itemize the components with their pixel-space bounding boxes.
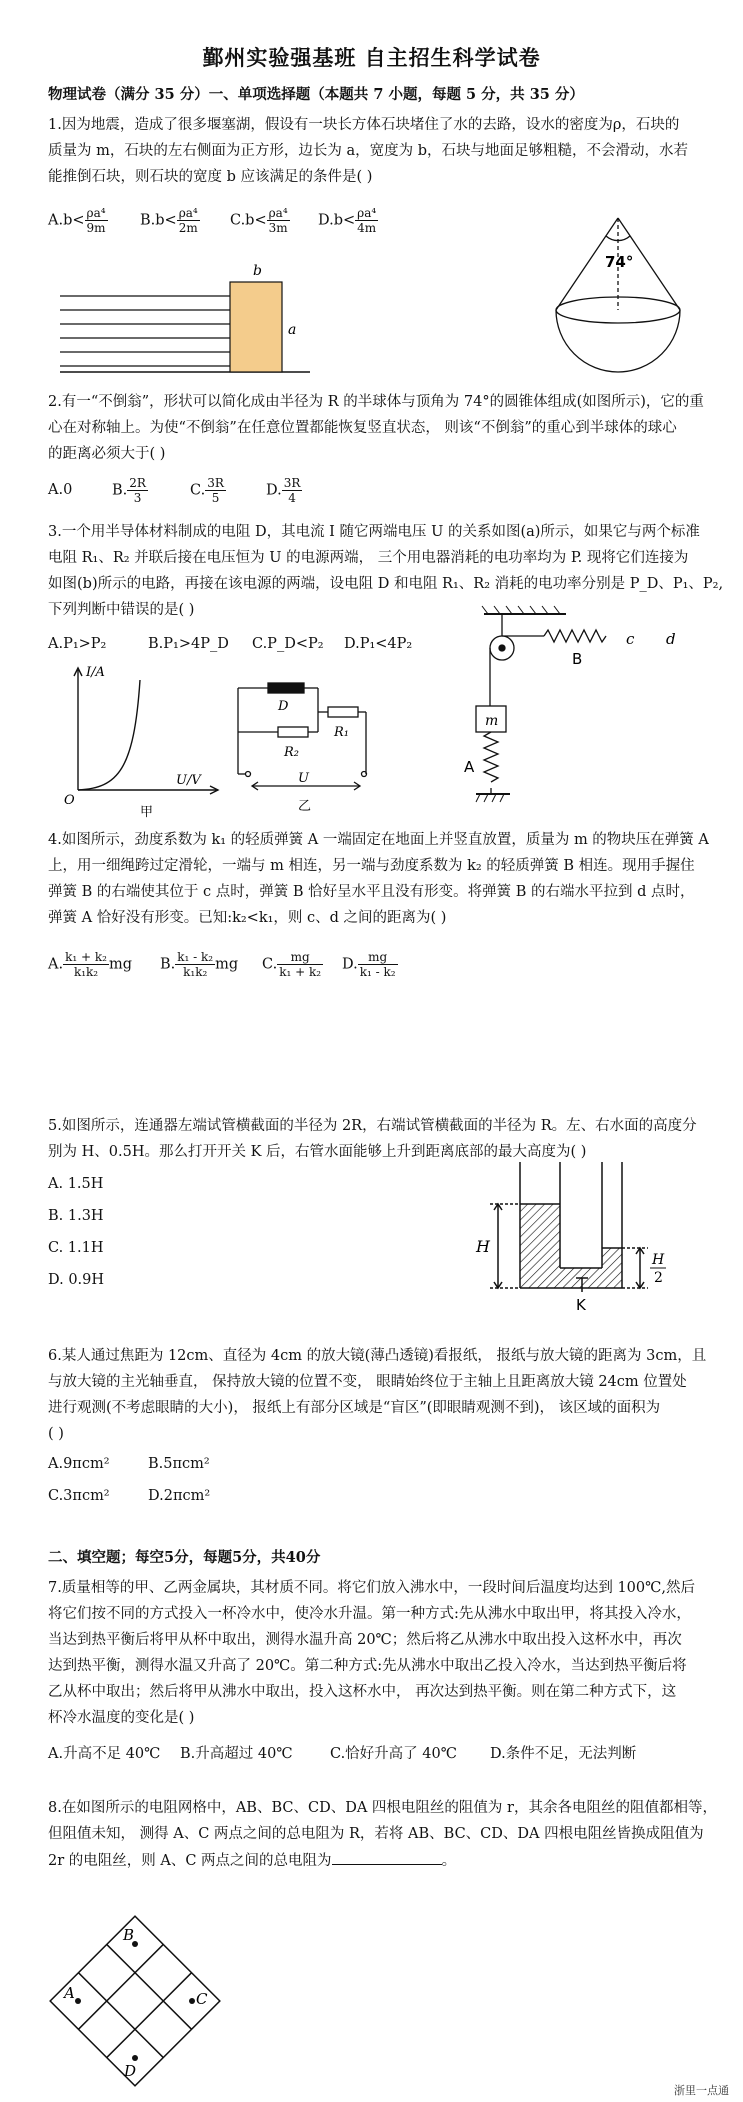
- mass-label: m: [485, 713, 499, 729]
- node-c: [189, 1998, 195, 2004]
- q3-option-b[interactable]: B.P₁>4P_D: [148, 636, 229, 652]
- q3-line: 下列判断中错误的是( ): [48, 602, 195, 618]
- q6-line: 6.某人通过焦距为 12cm、直径为 4cm 的放大镜(薄凸透镜)看报纸， 报纸与放大镜的距离为 3cm，且: [48, 1348, 707, 1364]
- q4-line: 上，用一细绳跨过定滑轮，一端与 m 相连，另一端与劲度系数为 k₂ 的轻质弹簧 B 相连。现用手握住: [48, 858, 695, 874]
- q2-option-a[interactable]: A.0: [48, 482, 73, 498]
- q4-option-c[interactable]: C. $\frac{mg}{\text{k₁ + k₂}}$: [262, 950, 322, 979]
- q1-line: 能推倒石块，则石块的宽度 b 应该满足的条件是( ): [48, 169, 373, 185]
- q6-line: 进行观测(不考虑眼睛的大小)， 报纸上有部分区域是“盲区”(即眼睛观测不到)， 该区域的面积为: [48, 1400, 661, 1416]
- q2-option-d[interactable]: D. $\frac{3R}{4}$: [266, 476, 301, 505]
- q3-option-d[interactable]: D.P₁<4P₂: [344, 636, 413, 652]
- section2-heading: 二、填空题；每空5分，每题5分，共40分: [48, 1549, 321, 1566]
- label-u: U: [298, 771, 309, 786]
- q7-option-a[interactable]: A.升高不足 40℃: [48, 1746, 161, 1762]
- label-a: A: [64, 1984, 75, 2002]
- q4-option-d[interactable]: D. $\frac{mg}{\text{k₁ - k₂}}$: [342, 950, 396, 979]
- q7-line: 将它们按不同的方式投入一杯冷水中，使冷水升温。第一种方式:先从沸水中取出甲，将其投入冷水，: [48, 1606, 691, 1622]
- label-d: D: [124, 2062, 137, 2080]
- q2-option-b[interactable]: B. $\frac{2R}{3}$: [112, 476, 146, 505]
- q7-line: 杯冷水温度的变化是( ): [48, 1710, 195, 1726]
- label-b: B: [123, 1926, 135, 1944]
- figure-b-caption: 乙: [298, 799, 312, 814]
- q6-option-a[interactable]: A.9πcm²: [48, 1456, 110, 1472]
- watermark: 浙里一点通: [674, 2084, 729, 2097]
- x-axis-label: U/V: [176, 773, 201, 788]
- tumbler-figure: [548, 210, 688, 385]
- spring-a-label: A: [464, 758, 475, 776]
- section1-heading: 物理试卷（满分 35 分）一、单项选择题（本题共 7 小题，每题 5 分，共 35 分）: [48, 86, 584, 103]
- q4-option-a[interactable]: A. $\frac{\text{k₁ + k₂}}{\text{k₁k₂}}$ mg: [48, 950, 132, 979]
- q1-line: 1.因为地震，造成了很多堰塞湖，假设有一块长方体石块堵住了水的去路，设水的密度为ρ，石块的: [48, 117, 680, 133]
- resistor-d: [268, 683, 304, 693]
- q4-option-b[interactable]: B. $\frac{\text{k₁ - k₂}}{\text{k₁k₂}}$ mg: [160, 950, 239, 979]
- iu-curve: [78, 680, 140, 790]
- circuit-figure: [228, 676, 368, 826]
- spring-a: [484, 732, 498, 782]
- q8-line: 2r 的电阻丝，则 A、C 两点之间的总电阻为 。: [48, 1850, 456, 1871]
- label-h: H: [476, 1237, 490, 1256]
- q4-line: 4.如图所示，劲度系数为 k₁ 的轻质弹簧 A 一端固定在地面上并竖直放置，质量为 m 的物块压在弹簧 A: [48, 832, 709, 848]
- q6-line: 与放大镜的主光轴垂直， 保持放大镜的位置不变， 眼睛始终位于主轴上且距离放大镜 24cm 位置处: [48, 1374, 687, 1390]
- q1-option-a[interactable]: A.b< $\frac{\text{ρa⁴}}{9m}$: [48, 206, 106, 235]
- q5-option-d[interactable]: D. 0.9H: [48, 1272, 105, 1288]
- rock-height-label: a: [288, 322, 297, 338]
- q3-line: 3.一个用半导体材料制成的电阻 D，其电流 I 随它两端电压 U 的关系如图(a)所示，如果它与两个标准: [48, 524, 700, 540]
- q2-line: 心在对称轴上。为使“不倒翁”在任意位置都能恢复竖直状态， 则该“不倒翁”的重心到半球体的球心: [48, 420, 677, 436]
- spring-b: [544, 630, 606, 642]
- point-c-label: c: [626, 630, 635, 648]
- rock-block: [230, 282, 282, 372]
- y-axis-label: I/A: [86, 665, 105, 680]
- cone-angle-label: 74°: [605, 253, 634, 271]
- q7-option-b[interactable]: B.升高超过 40℃: [180, 1746, 293, 1762]
- q3-option-c[interactable]: C.P_D<P₂: [252, 636, 324, 652]
- q7-line: 乙从杯中取出；然后将甲从沸水中取出，投入这杯水中， 再次达到热平衡。则在第二种方式下，这: [48, 1684, 677, 1700]
- q5-line: 别为 H、0.5H。那么打开开关 K 后，右管水面能够上升到距离底部的最大高度为( ): [48, 1144, 587, 1160]
- point-d-label: d: [666, 630, 676, 648]
- label-c: C: [196, 1990, 208, 2008]
- q1-option-b[interactable]: B.b< $\frac{\text{ρa⁴}}{2m}$: [140, 206, 198, 235]
- label-k: K: [576, 1296, 586, 1314]
- resistor-r2: [278, 727, 308, 737]
- q7-line: 当达到热平衡后将甲从杯中取出，测得水温升高 20℃；然后将乙从沸水中取出投入这杯水中，再次: [48, 1632, 682, 1648]
- label-r2: R₂: [284, 745, 299, 760]
- q2-line: 2.有一“不倒翁”，形状可以简化成由半径为 R 的半球体与顶角为 74°的圆锥体组成(如图所示)，它的重: [48, 394, 704, 410]
- q5-option-b[interactable]: B. 1.3H: [48, 1208, 104, 1224]
- q1-option-c[interactable]: C.b< $\frac{\text{ρa⁴}}{3m}$: [230, 206, 288, 235]
- q5-option-a[interactable]: A. 1.5H: [48, 1176, 104, 1192]
- resistor-r1: [328, 707, 358, 717]
- q7-line: 7.质量相等的甲、乙两金属块，其材质不同。将它们放入沸水中，一段时间后温度均达到 100℃,然后: [48, 1580, 695, 1596]
- iu-graph-figure: [58, 660, 228, 820]
- label-half-num: H: [652, 1252, 665, 1268]
- q3-line: 如图(b)所示的电路，再接在该电源的两端，设电阻 D 和电阻 R₁、R₂ 消耗的电功率分别是 P_D、P₁、P₂,: [48, 576, 724, 592]
- connected-vessel-figure: [476, 1162, 676, 1322]
- origin-label: O: [64, 793, 75, 808]
- q1-line: 质量为 m，石块的左右侧面为正方形，边长为 a，宽度为 b，石块与地面足够粗糙，不会滑动，水若: [48, 143, 688, 159]
- answer-blank[interactable]: [332, 1850, 442, 1865]
- q7-line: 达到热平衡，测得水温又升高了 20℃。第二种方式:先从沸水中取出乙投入冷水，当达到热平衡后将: [48, 1658, 687, 1674]
- q4-line: 弹簧 A 恰好没有形变。已知:k₂<k₁，则 c、d 之间的距离为( ): [48, 910, 447, 926]
- q6-option-c[interactable]: C.3πcm²: [48, 1488, 110, 1504]
- q7-option-d[interactable]: D.条件不足，无法判断: [490, 1746, 637, 1762]
- q2-option-c[interactable]: C. $\frac{3R}{5}$: [190, 476, 224, 505]
- q3-option-a[interactable]: A.P₁>P₂: [48, 636, 107, 652]
- q5-option-c[interactable]: C. 1.1H: [48, 1240, 104, 1256]
- q6-line: ( ): [48, 1426, 64, 1442]
- label-r1: R₁: [334, 725, 349, 740]
- q7-option-c[interactable]: C.恰好升高了 40℃: [330, 1746, 457, 1762]
- figure-a-caption: 甲: [140, 805, 154, 820]
- dam-figure: [60, 258, 320, 378]
- q8-line: 但阻值未知， 测得 A、C 两点之间的总电阻为 R，若将 AB、BC、CD、DA 四根电阻丝皆换成阻值为: [48, 1826, 704, 1842]
- q2-line: 的距离必须大于( ): [48, 446, 166, 462]
- q8-line: 8.在如图所示的电阻网格中，AB、BC、CD、DA 四根电阻丝的阻值为 r，其余各电阻丝的阻值都相等，: [48, 1800, 717, 1816]
- page-title: 鄞州实验强基班 自主招生科学试卷: [202, 45, 541, 70]
- q5-line: 5.如图所示，连通器左端试管横截面的半径为 2R，右端试管横截面的半径为 R。左、右水面的高度分: [48, 1118, 697, 1134]
- node-a: [75, 1998, 81, 2004]
- q3-line: 电阻 R₁、R₂ 并联后接在电压恒为 U 的电源两端， 三个用电器消耗的电功率均为 P. 现将它们连接为: [48, 550, 689, 566]
- spring-b-label: B: [572, 650, 583, 668]
- resistor-grid-figure: [40, 1906, 230, 2096]
- label-half-den: 2: [654, 1270, 663, 1286]
- spring-pulley-figure: [464, 604, 686, 819]
- q4-line: 弹簧 B 的右端使其位于 c 点时，弹簧 B 恰好呈水平且没有形变。将弹簧 B 的右端水平拉到 d 点时，: [48, 884, 695, 900]
- q6-option-d[interactable]: D.2πcm²: [148, 1488, 211, 1504]
- label-d: D: [278, 699, 289, 714]
- rock-width-label: b: [253, 263, 262, 279]
- node-d: [132, 2055, 138, 2061]
- q6-option-b[interactable]: B.5πcm²: [148, 1456, 210, 1472]
- q1-option-d[interactable]: D.b< $\frac{\text{ρa⁴}}{4m}$: [318, 206, 377, 235]
